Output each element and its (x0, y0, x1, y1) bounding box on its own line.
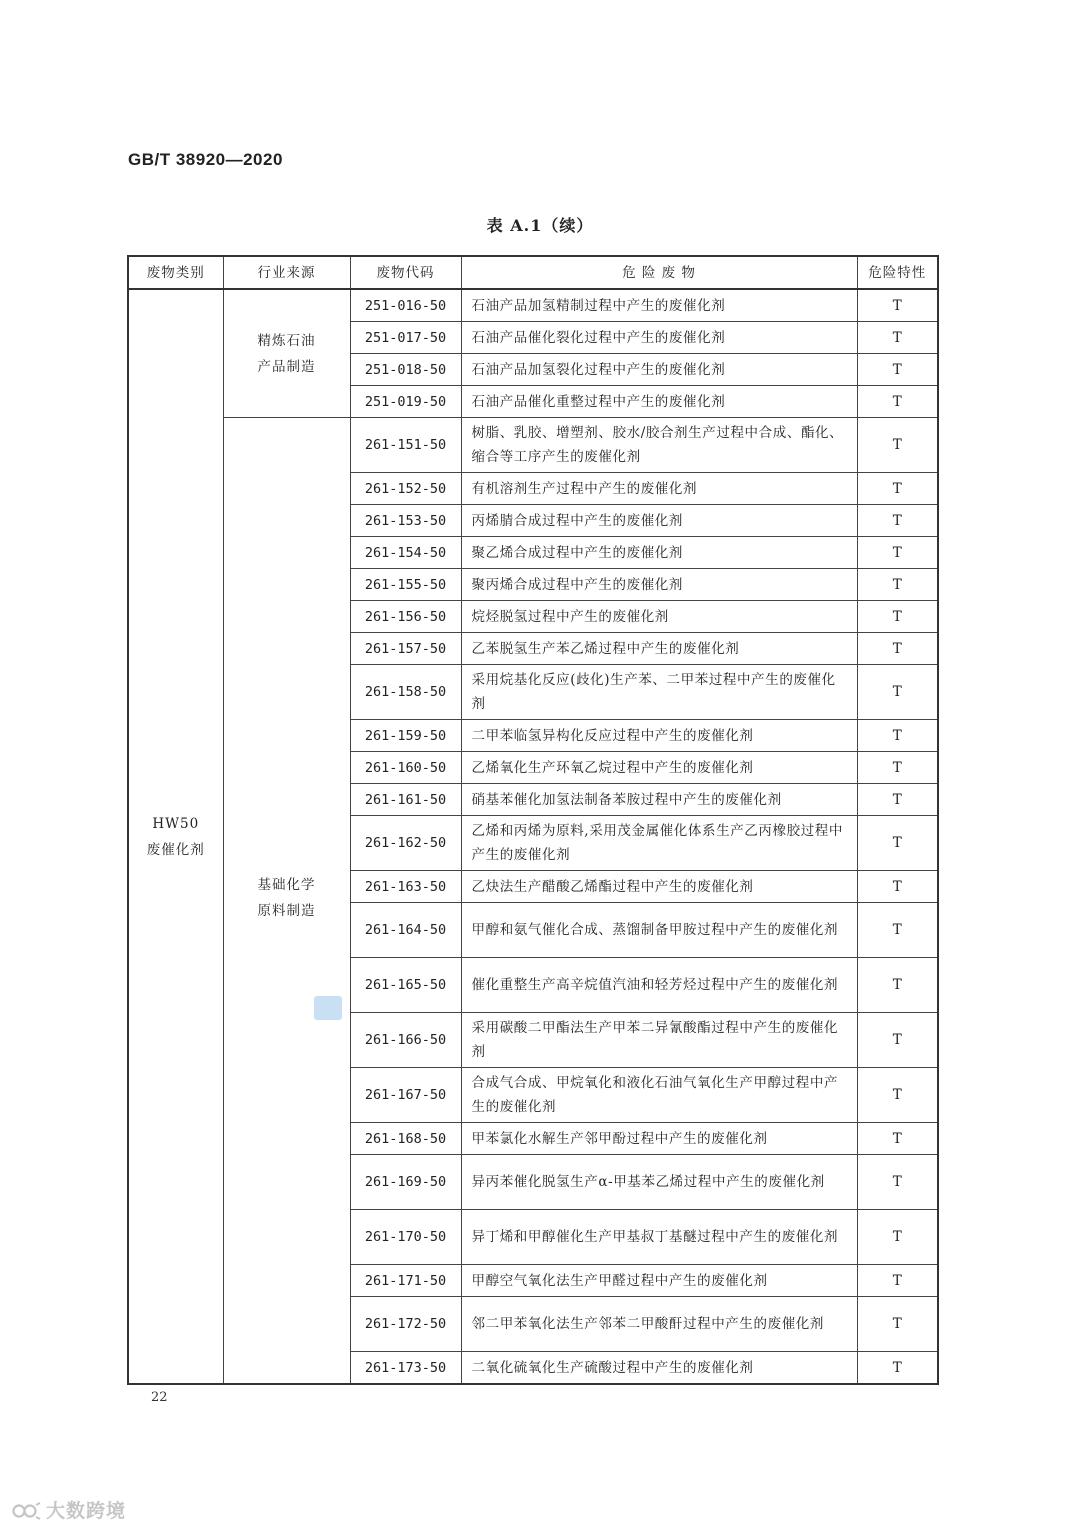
waste-description: 甲苯氯化水解生产邻甲酚过程中产生的废催化剂 (461, 1123, 857, 1155)
waste-code: 261-165-50 (350, 958, 461, 1013)
hazard-property: T (857, 569, 938, 601)
waste-code: 261-172-50 (350, 1297, 461, 1352)
waste-description: 树脂、乳胶、增塑剂、胶水/胶合剂生产过程中合成、酯化、缩合等工序产生的废催化剂 (461, 418, 857, 473)
waste-code: 261-153-50 (350, 505, 461, 537)
waste-description: 甲醇空气氧化法生产甲醛过程中产生的废催化剂 (461, 1265, 857, 1297)
hazard-property: T (857, 418, 938, 473)
hazard-property: T (857, 322, 938, 354)
industry-name-line1: 精炼石油 (257, 332, 316, 349)
column-header-waste: 危 险 废 物 (461, 256, 857, 289)
waste-description: 石油产品加氢裂化过程中产生的废催化剂 (461, 354, 857, 386)
waste-description: 有机溶剂生产过程中产生的废催化剂 (461, 473, 857, 505)
hazard-property: T (857, 386, 938, 418)
hazard-property: T (857, 1297, 938, 1352)
waste-description: 异丙苯催化脱氢生产α-甲基苯乙烯过程中产生的废催化剂 (461, 1155, 857, 1210)
industry-source-cell (223, 418, 350, 1385)
column-header-code: 废物代码 (350, 256, 461, 289)
hazard-property: T (857, 1068, 938, 1123)
waste-code: 261-158-50 (350, 665, 461, 720)
page-number: 22 (151, 1390, 168, 1405)
table-header-row (128, 256, 938, 289)
category-name: 废催化剂 (146, 841, 205, 858)
waste-description: 乙苯脱氢生产苯乙烯过程中产生的废催化剂 (461, 633, 857, 665)
hazard-property: T (857, 601, 938, 633)
waste-code: 261-161-50 (350, 784, 461, 816)
column-header-property: 危险特性 (857, 256, 938, 289)
hazard-property: T (857, 354, 938, 386)
faint-watermark-logo (314, 996, 342, 1020)
waste-code: 261-167-50 (350, 1068, 461, 1123)
column-header-category: 废物类别 (128, 256, 223, 289)
waste-code: 251-018-50 (350, 354, 461, 386)
waste-description: 采用碳酸二甲酯法生产甲苯二异氰酸酯过程中产生的废催化剂 (461, 1013, 857, 1068)
waste-description: 硝基苯催化加氢法制备苯胺过程中产生的废催化剂 (461, 784, 857, 816)
waste-code: 261-164-50 (350, 903, 461, 958)
waste-code: 261-157-50 (350, 633, 461, 665)
table-row (128, 418, 938, 473)
waste-description: 催化重整生产高辛烷值汽油和轻芳烃过程中产生的废催化剂 (461, 958, 857, 1013)
hazard-property: T (857, 816, 938, 871)
hazard-property: T (857, 903, 938, 958)
hazard-property: T (857, 1123, 938, 1155)
industry-name-line2: 原料制造 (257, 903, 316, 919)
waste-description: 合成气合成、甲烷氧化和液化石油气氧化生产甲醇过程中产生的废催化剂 (461, 1068, 857, 1123)
hazard-property: T (857, 665, 938, 720)
waste-description: 邻二甲苯氧化法生产邻苯二甲酸酐过程中产生的废催化剂 (461, 1297, 857, 1352)
waste-category-cell (128, 289, 223, 1384)
waste-description: 采用烷基化反应(歧化)生产苯、二甲苯过程中产生的废催化剂 (461, 665, 857, 720)
category-code: HW50 (152, 815, 200, 832)
hazard-property: T (857, 1352, 938, 1385)
watermark-text: 大数跨境 (46, 1500, 127, 1522)
waste-code: 261-163-50 (350, 871, 461, 903)
hazard-property: T (857, 958, 938, 1013)
hazard-property: T (857, 289, 938, 322)
waste-code: 251-016-50 (350, 289, 461, 322)
waste-description: 石油产品加氢精制过程中产生的废催化剂 (461, 289, 857, 322)
waste-code: 261-171-50 (350, 1265, 461, 1297)
waste-code: 261-156-50 (350, 601, 461, 633)
waste-code: 261-160-50 (350, 752, 461, 784)
waste-code: 261-168-50 (350, 1123, 461, 1155)
industry-name-line1: 基础化学 (257, 877, 316, 893)
hazard-property: T (857, 1155, 938, 1210)
waste-code: 261-170-50 (350, 1210, 461, 1265)
waste-code: 261-169-50 (350, 1155, 461, 1210)
hazard-property: T (857, 633, 938, 665)
waste-description: 乙烯和丙烯为原料,采用茂金属催化体系生产乙丙橡胶过程中产生的废催化剂 (461, 816, 857, 871)
waste-code: 251-019-50 (350, 386, 461, 418)
hazard-property: T (857, 505, 938, 537)
hazard-property: T (857, 537, 938, 569)
waste-description: 聚乙烯合成过程中产生的废催化剂 (461, 537, 857, 569)
waste-code: 261-166-50 (350, 1013, 461, 1068)
waste-code: 261-162-50 (350, 816, 461, 871)
waste-description: 乙烯氧化生产环氧乙烷过程中产生的废催化剂 (461, 752, 857, 784)
waste-description: 异丁烯和甲醇催化生产甲基叔丁基醚过程中产生的废催化剂 (461, 1210, 857, 1265)
industry-name-line2: 产品制造 (257, 358, 316, 375)
waste-code: 261-154-50 (350, 537, 461, 569)
hazardous-waste-table (127, 255, 939, 1385)
waste-code: 261-152-50 (350, 473, 461, 505)
standard-number: GB/T 38920—2020 (128, 150, 283, 169)
hazard-property: T (857, 1210, 938, 1265)
hazard-property: T (857, 720, 938, 752)
industry-source-cell (223, 289, 350, 418)
waste-code: 261-155-50 (350, 569, 461, 601)
waste-description: 乙炔法生产醋酸乙烯酯过程中产生的废催化剂 (461, 871, 857, 903)
hazard-property: T (857, 752, 938, 784)
hazard-property: T (857, 1265, 938, 1297)
waste-description: 丙烯腈合成过程中产生的废催化剂 (461, 505, 857, 537)
waste-description: 烷烃脱氢过程中产生的废催化剂 (461, 601, 857, 633)
waste-description: 聚丙烯合成过程中产生的废催化剂 (461, 569, 857, 601)
waste-code: 261-173-50 (350, 1352, 461, 1385)
waste-description: 石油产品催化重整过程中产生的废催化剂 (461, 386, 857, 418)
table-row (128, 289, 938, 322)
waste-code: 261-151-50 (350, 418, 461, 473)
waste-description: 石油产品催化裂化过程中产生的废催化剂 (461, 322, 857, 354)
hazard-property: T (857, 784, 938, 816)
footer-watermark (12, 1496, 126, 1523)
waste-code: 261-159-50 (350, 720, 461, 752)
table-title: 表 A.1（续） (486, 216, 594, 235)
watermark-logo-icon (12, 1500, 42, 1522)
column-header-industry: 行业来源 (223, 256, 350, 289)
waste-description: 二甲苯临氢异构化反应过程中产生的废催化剂 (461, 720, 857, 752)
hazard-property: T (857, 1013, 938, 1068)
waste-code: 251-017-50 (350, 322, 461, 354)
hazard-property: T (857, 871, 938, 903)
waste-description: 二氧化硫氧化生产硫酸过程中产生的废催化剂 (461, 1352, 857, 1385)
waste-description: 甲醇和氨气催化合成、蒸馏制备甲胺过程中产生的废催化剂 (461, 903, 857, 958)
hazard-property: T (857, 473, 938, 505)
